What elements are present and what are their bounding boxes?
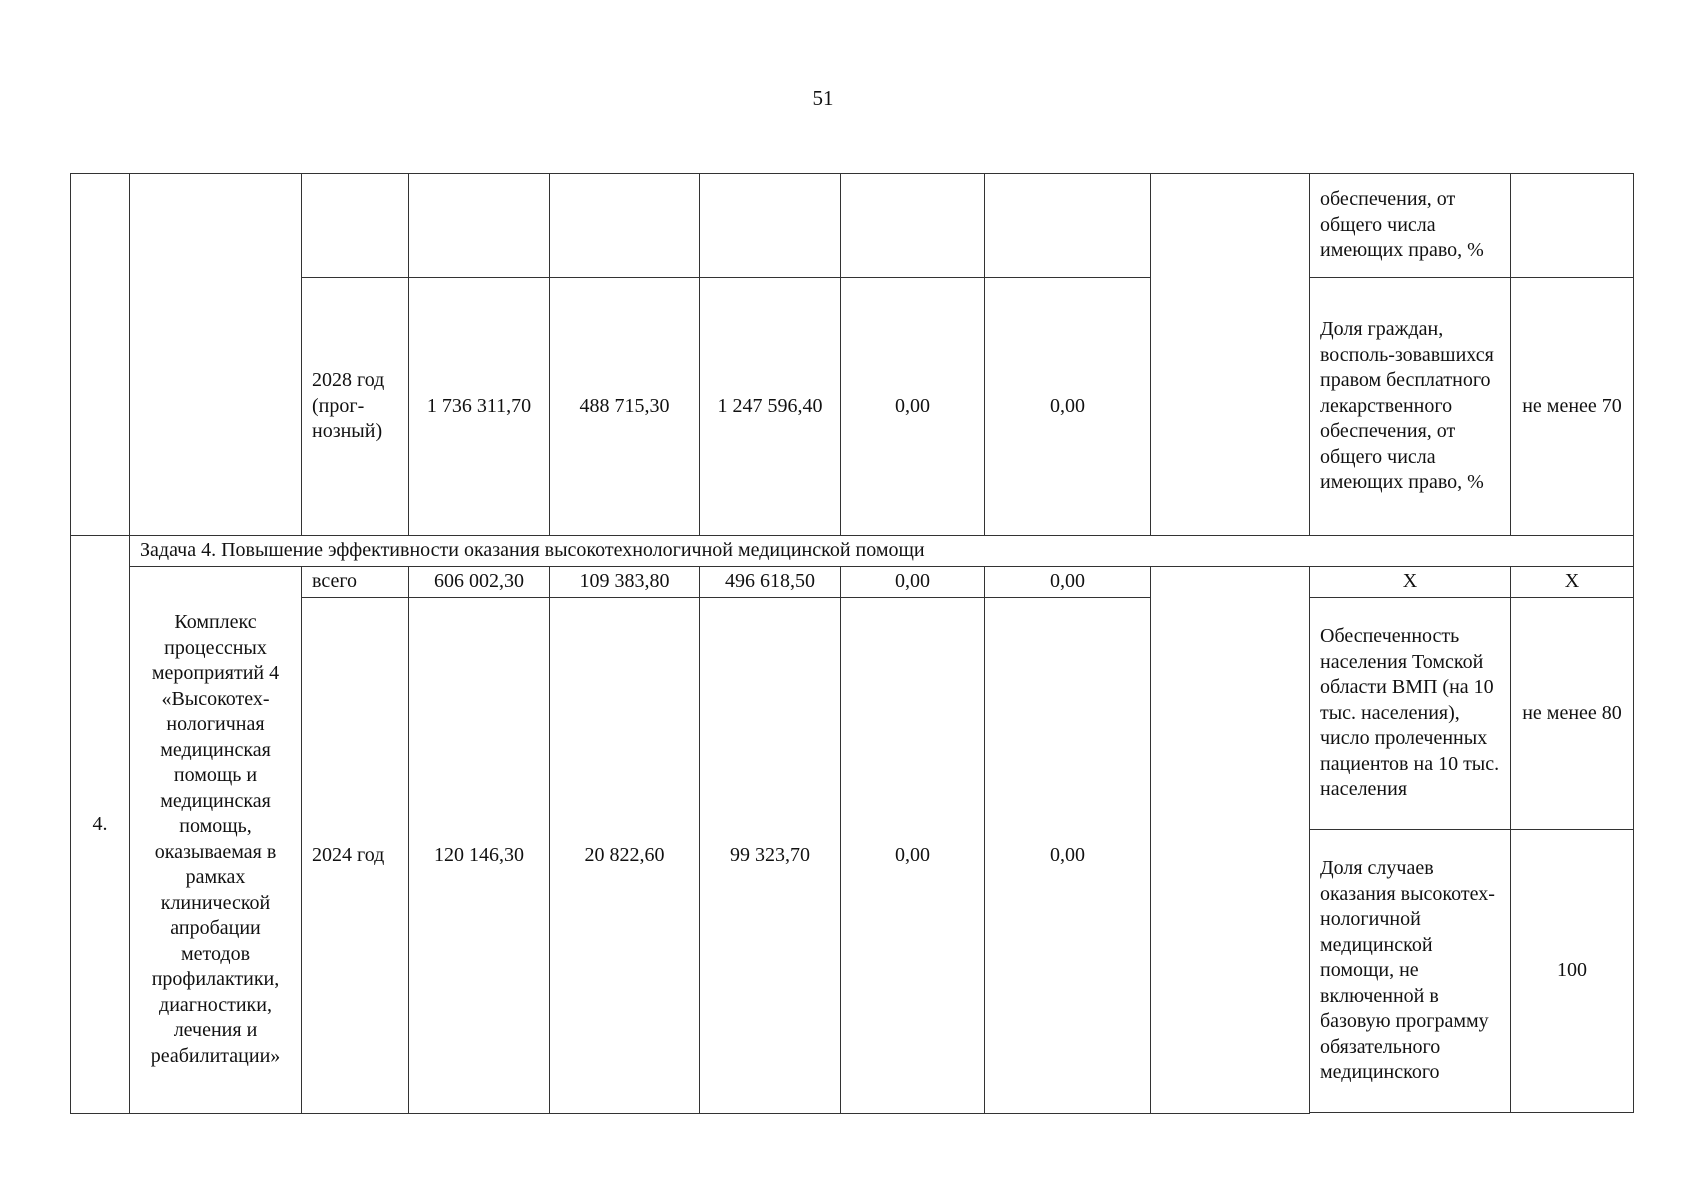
local-cell: 0,00 [841, 567, 985, 598]
indicator-text: Обеспеченность населения Томской области ВМП (на 10 тыс. населения), число пролеченных пациентов на 10 тыс. населения [1310, 598, 1511, 830]
indicator-text: обеспечения, от общего числа имеющих право, % [1310, 174, 1511, 278]
executor-cell-empty [1151, 174, 1310, 536]
other-cell: 0,00 [985, 278, 1151, 536]
spacer [1511, 1113, 1634, 1114]
period-cell: 2028 год (прог-нозный) [302, 278, 409, 536]
section-number: 4. [71, 536, 130, 1114]
period-cell: всего [302, 567, 409, 598]
table-row [71, 536, 1634, 567]
federal-cell-empty [550, 174, 700, 278]
federal-cell: 20 822,60 [550, 598, 700, 1114]
indicator-mark: X [1310, 567, 1511, 598]
other-cell-empty [985, 174, 1151, 278]
regional-cell: 1 247 596,40 [700, 278, 841, 536]
indicator-text: Доля случаев оказания высокотех-нологичной медицинской помощи, не включенной в базовую программу обязательного медицинского [1310, 830, 1511, 1113]
program-name: Комплекс процессных мероприятий 4 «Высокотех-нологичная медицинская помощь и медицинская помощь, оказываемая в рамках клинической апробации методов профилактики, диагностики, лечения и реабилитации» [130, 567, 302, 1114]
indicator-text: Доля граждан, восполь-зовавшихся правом бесплатного лекарственного обеспечения, от общего числа имеющих право, % [1310, 278, 1511, 536]
federal-cell: 109 383,80 [550, 567, 700, 598]
name-cell-empty [130, 174, 302, 536]
spacer [1310, 1113, 1511, 1114]
indicator-value: не менее 70 [1511, 278, 1634, 536]
regional-cell-empty [700, 174, 841, 278]
number-cell-empty [71, 174, 130, 536]
table-row [71, 598, 1634, 830]
table-row [71, 567, 1634, 598]
total-cell-empty [409, 174, 550, 278]
local-cell-empty [841, 174, 985, 278]
period-cell-empty [302, 174, 409, 278]
federal-cell: 488 715,30 [550, 278, 700, 536]
value-mark: X [1511, 567, 1634, 598]
table-row [71, 278, 1634, 536]
other-cell: 0,00 [985, 598, 1151, 1114]
page-number: 51 [812, 86, 834, 110]
regional-cell: 496 618,50 [700, 567, 841, 598]
local-cell: 0,00 [841, 598, 985, 1114]
executor-cell-empty [1151, 567, 1310, 1114]
indicator-value: 100 [1511, 830, 1634, 1113]
indicator-value: не менее 80 [1511, 598, 1634, 830]
total-cell: 606 002,30 [409, 567, 550, 598]
task-heading: Задача 4. Повышение эффективности оказания высокотехнологичной медицинской помощи [130, 536, 1634, 567]
total-cell: 1 736 311,70 [409, 278, 550, 536]
regional-cell: 99 323,70 [700, 598, 841, 1114]
financing-table [70, 173, 1634, 1114]
period-cell: 2024 год [302, 598, 409, 1114]
indicator-value [1511, 174, 1634, 278]
table-row [71, 174, 1634, 278]
other-cell: 0,00 [985, 567, 1151, 598]
local-cell: 0,00 [841, 278, 985, 536]
total-cell: 120 146,30 [409, 598, 550, 1114]
